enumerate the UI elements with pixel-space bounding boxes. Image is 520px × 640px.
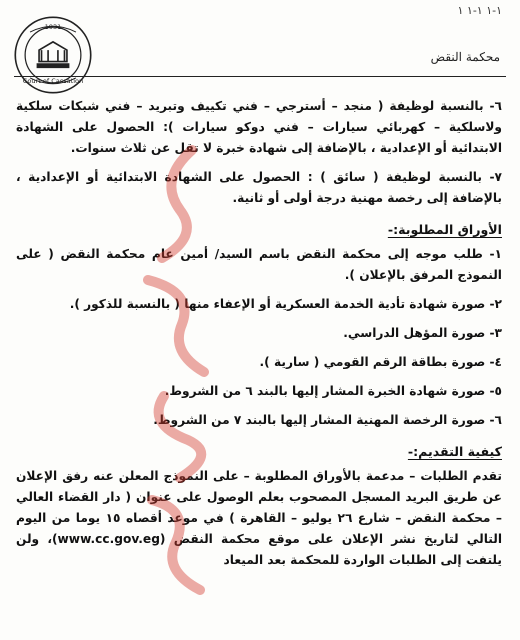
paper-item: ٢- صورة شهادة تأدية الخدمة العسكرية أو الإعفاء منها ( بالنسبة للذكور ). — [69, 297, 502, 311]
seal-year: 1931 — [44, 22, 62, 31]
document-body — [16, 96, 502, 579]
apply-text: تقدم الطلبات – مدعمة بالأوراق المطلوبة – على النموذج المعلن عنه رفق الإعلان عن طريق البريد المسجل المصحوب بعلم الوصول على عنوان ( دار القضاء العالي – محكمة النقض – شارع ٢٦ يوليو – القاهرة ) في موعد أقصاه ١٥ يوما من اليوم التالي لتاريخ نشر الإعلان على موقع محكمة النقض (www.cc.gov.eg)، ولن يلتفت إلى الطلبات الواردة للمحكمة بعد الميعاد — [16, 469, 502, 567]
seal-text: Court of Cassation — [22, 76, 84, 85]
item-7: ٧- بالنسبة لوظيفة ( سائق ) : الحصول على الشهادة الابتدائية أو الإعدادية ، بالإضافة إلى رخصة مهنية درجة أولى أو ثانية. — [16, 170, 502, 205]
item-6: ٦- بالنسبة لوظيفة ( منجد – أسترجي – فني تكييف وتبريد – فني شبكات سلكية ولاسلكية – كهربائي سيارات – فني دوكو سيارات ): الحصول على الشهادة الابتدائية أو الإعدادية ، بالإضافة إلى شهادة خبرة لا تقل عن ثلاث سنوات. — [16, 99, 502, 155]
header-top-text: ۱-۱ ۱-۱ ۱ — [457, 4, 502, 17]
papers-heading: الأوراق المطلوبة:- — [387, 222, 502, 237]
paper-item: ١- طلب موجه إلى محكمة النقض باسم السيد/ أمين عام محكمة النقض ( على النموذج المرفق بالإعلان ). — [16, 247, 502, 282]
court-seal-logo — [12, 14, 94, 96]
paper-item: ٣- صورة المؤهل الدراسي. — [343, 326, 502, 340]
paper-item: ٦- صورة الرخصة المهنية المشار إليها بالبند ٧ من الشروط. — [153, 413, 502, 427]
paper-item: ٤- صورة بطاقة الرقم القومي ( سارية ). — [259, 355, 502, 369]
court-name: محكمة النقض — [430, 50, 500, 64]
paper-item: ٥- صورة شهادة الخبرة المشار إليها بالبند ٦ من الشروط. — [164, 384, 502, 398]
bottom-fade — [0, 624, 520, 640]
apply-heading: كيفية التقديم:- — [407, 444, 502, 459]
header-divider — [14, 76, 506, 77]
